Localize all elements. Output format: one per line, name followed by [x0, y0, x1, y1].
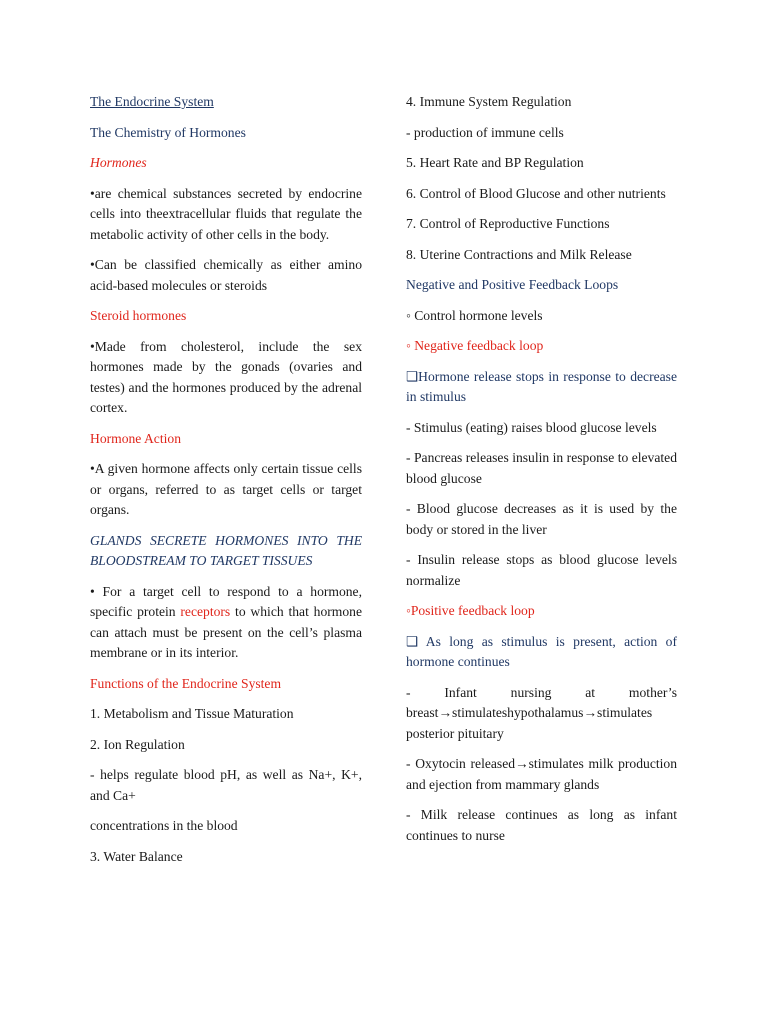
negative-step-4: - Insulin release stops as blood glucose levels normalize [406, 552, 677, 588]
negative-step-3: - Blood glucose decreases as it is used by the body or stored in the liver [406, 501, 677, 537]
receptors-text-after: to which that hormone can attach must be present on the cell’s plasma membrane or in its interior. [90, 604, 362, 660]
function-item-6: 6. Control of Blood Glucose and other nutrients [406, 185, 666, 201]
subheading-positive-feedback: ◦Positive feedback loop [406, 603, 535, 618]
right-column [406, 92, 677, 856]
subheading-hormones: Hormones [90, 155, 147, 170]
subheading-hormone-action: Hormone Action [90, 430, 181, 446]
caps-heading-glands: GLANDS SECRETE HORMONES INTO THE BLOODSTREAM TO TARGET TISSUES [90, 532, 362, 568]
subheading-negative-feedback: ◦ Negative feedback loop [406, 338, 544, 353]
feedback-control-item: ◦ Control hormone levels [406, 307, 543, 323]
function-item-2-detail-cont: concentrations in the blood [90, 818, 238, 833]
receptors-keyword: receptors [180, 604, 231, 619]
section-heading-feedback-loops: Negative and Positive Feedback Loops [406, 277, 619, 292]
negative-step-2: - Pancreas releases insulin in response to elevated blood glucose [406, 450, 677, 486]
paragraph-hormone-classification: •Can be classified chemically as either amino acid-based molecules or steroids [90, 257, 362, 293]
paragraph-target-cells: •A given hormone affects only certain tissue cells or organs, referred to as target cells or target organs. [90, 461, 362, 517]
positive-step-3: - Milk release continues as long as infant continues to nurse [406, 807, 677, 843]
positive-step-2: - Oxytocin released→stimulates milk production and ejection from mammary glands [406, 756, 677, 792]
negative-feedback-summary: ❑Hormone release stops in response to decrease in stimulus [406, 368, 677, 404]
function-item-4: 4. Immune System Regulation [406, 94, 572, 109]
function-item-7: 7. Control of Reproductive Functions [406, 216, 610, 231]
function-item-1: 1. Metabolism and Tissue Maturation [90, 706, 294, 721]
function-item-4-detail: - production of immune cells [406, 124, 564, 140]
positive-step-1: - Infant nursing at mother’s breast→stimulateshypothalamus→stimulates posterior pituitary [406, 684, 677, 741]
negative-step-1: - Stimulus (eating) raises blood glucose levels [406, 419, 657, 435]
positive-feedback-summary: ❑ As long as stimulus is present, action of hormone continues [406, 633, 677, 669]
function-item-8: 8. Uterine Contractions and Milk Release [406, 246, 632, 262]
document-title: The Endocrine System [90, 94, 214, 109]
function-item-3: 3. Water Balance [90, 848, 183, 864]
section-heading-chemistry: The Chemistry of Hormones [90, 124, 246, 140]
function-item-2-detail: - helps regulate blood pH, as well as Na+, K+, and Ca+ [90, 767, 362, 803]
paragraph-receptors [90, 582, 362, 664]
function-item-5: 5. Heart Rate and BP Regulation [406, 155, 584, 170]
left-column [90, 92, 362, 877]
subheading-steroid-hormones: Steroid hormones [90, 308, 187, 323]
paragraph-hormone-definition: •are chemical substances secreted by endocrine cells into theextracellular fluids that regulate the metabolic activity of other cells in the body. [90, 185, 362, 242]
function-item-2: 2. Ion Regulation [90, 736, 185, 752]
subheading-functions: Functions of the Endocrine System [90, 675, 282, 691]
receptors-text-before: • For a target cell to respond to a hormone, specific protein [90, 583, 362, 619]
paragraph-steroid-hormones: •Made from cholesterol, include the sex hormones made by the gonads (ovaries and testes) and the hormones produced by the adrenal cortex. [90, 338, 362, 415]
